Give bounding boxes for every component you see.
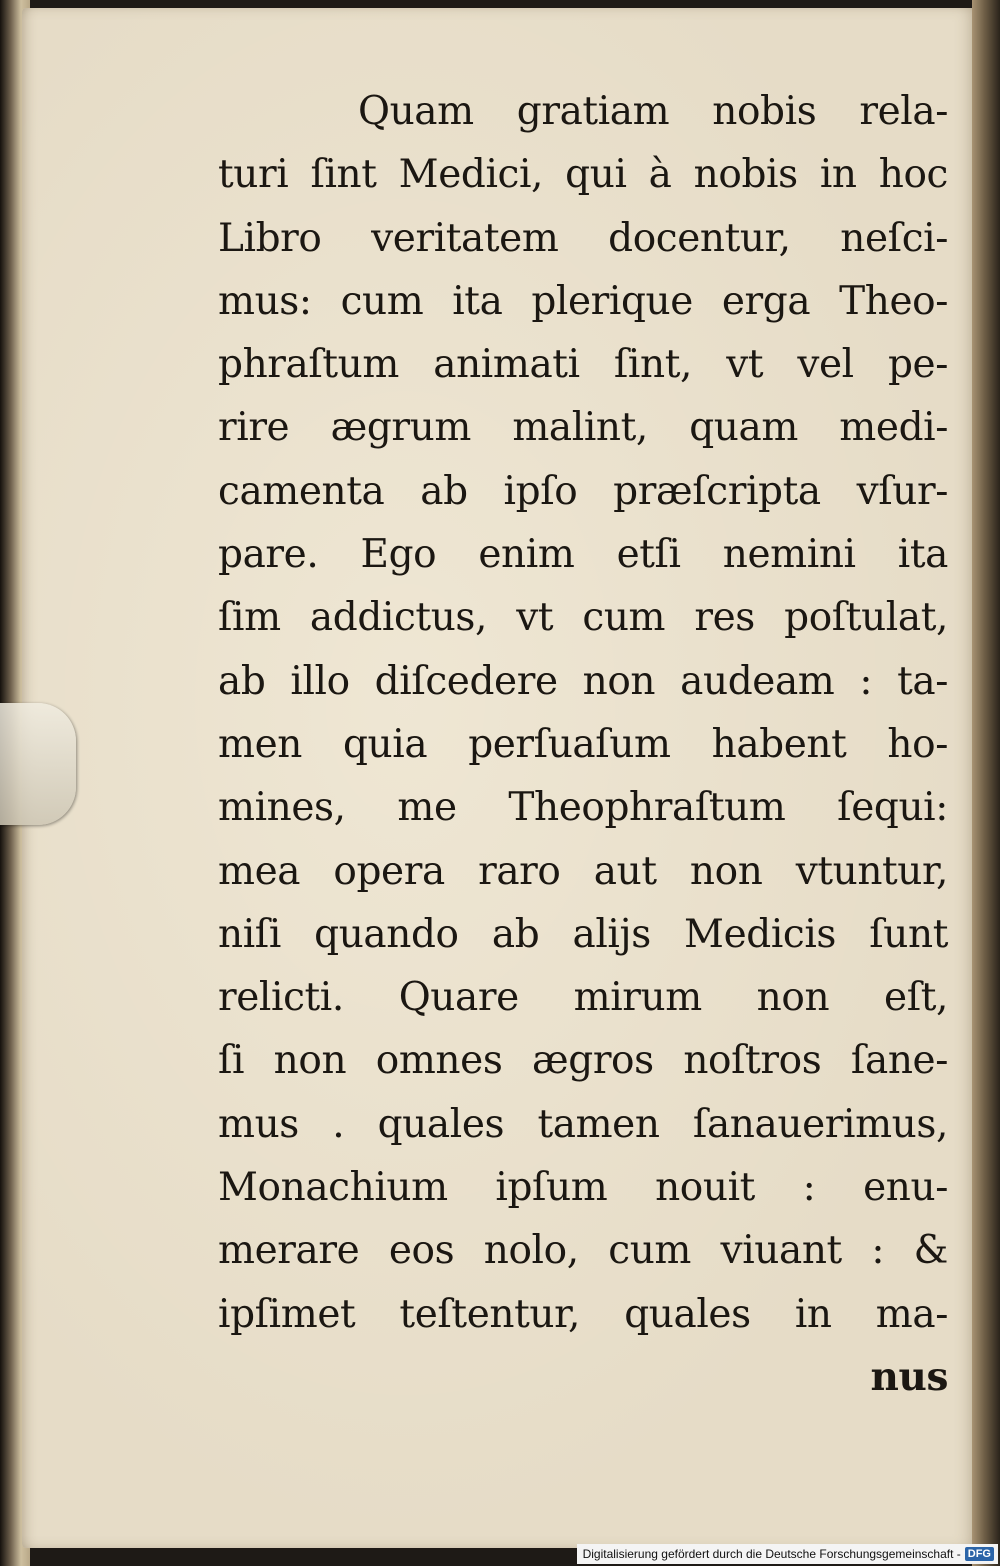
page-clip [0, 703, 76, 825]
text-line: rire ægrum malint, quam medi- [218, 405, 948, 451]
text-line: mus: cum ita plerique erga Theo- [218, 278, 948, 324]
text-line: Monachium ipſum nouit : enu- [218, 1165, 948, 1211]
text-line: pare. Ego enim etſi nemini ita [218, 532, 948, 578]
text-line: turi ſint Medici, qui à nobis in hoc [218, 152, 948, 198]
text-line: ab illo diſcedere non audeam : ta- [218, 658, 948, 704]
text-line: camenta ab ipſo præſcripta vſur- [218, 468, 948, 514]
text-line: ſim addictus, vt cum res poſtulat, [218, 595, 948, 641]
book-gutter [972, 0, 1000, 1566]
text-line: niſi quando ab alijs Medicis ſunt [218, 911, 948, 957]
text-line: Libro veritatem docentur, neſci- [218, 215, 948, 261]
text-line: merare eos nolo, cum viuant : & [218, 1228, 948, 1274]
dfg-logo-icon: DFG [965, 1547, 994, 1561]
text-line: ipſimet teſtentur, quales in ma- [218, 1291, 948, 1337]
text-line: mines, me Theophraſtum ſequi: [218, 785, 948, 831]
text-line: phraſtum animati ſint, vt vel pe- [218, 342, 948, 388]
book-page [22, 8, 980, 1548]
catchword: nus [870, 1353, 948, 1400]
text-line: mus . quales tamen ſanauerimus, [218, 1101, 948, 1147]
text-line: ſi non omnes ægros noſtros ſane- [218, 1038, 948, 1084]
text-line: relicti. Quare mirum non eſt, [218, 975, 948, 1021]
text-line: Quam gratiam nobis rela- [358, 89, 948, 134]
page-text-block [218, 80, 948, 1409]
text-line: men quia perſuaſum habent ho- [218, 721, 948, 767]
footer-credit-text: Digitalisierung gefördert durch die Deutsche Forschungsgemeinschaft - [582, 1547, 961, 1561]
digitization-footer [577, 1544, 998, 1564]
text-line: mea opera raro aut non vtuntur, [218, 848, 948, 894]
